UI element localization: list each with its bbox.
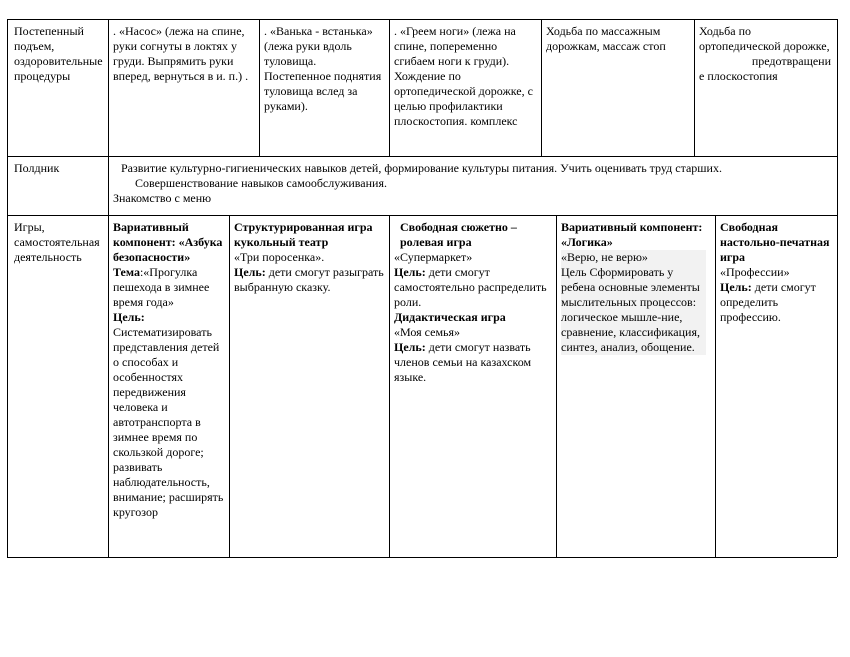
goal-label: Цель: (394, 340, 426, 354)
row-divider-2 (7, 215, 837, 216)
row3-cell-roleplay (390, 218, 555, 387)
goal-label: Цель: (720, 280, 752, 294)
cell-text: . «Насос» (лежа на спине, руки согнуты в локтях у груди. Выпрямить руки вперед, вернуться в и. п.) . (113, 24, 249, 83)
cell-text: Совершенствование навыков самообслуживания. (135, 176, 387, 190)
goal-label: Цель: (113, 310, 145, 324)
cell-text: Развитие культурно-гигиенических навыков детей, формирование культуры питания. Учить оценивать труд старших. (121, 161, 722, 175)
cell-text: . «Греем ноги» (лежа на спине, попеременно сгибаем ноги к груди). Хождение по ортопедической дорожке, с целью профилактики плоскостопия. комплекс (394, 24, 533, 128)
row3-cell-professions (716, 218, 836, 327)
row3-cell-logic (557, 218, 714, 357)
row-label-text: Игры, самостоятельная деятельность (14, 220, 100, 264)
goal-label: Цель: (394, 265, 426, 279)
game-title: Свободная сюжетно – ролевая игра (400, 220, 517, 249)
game-title: Свободная настольно-печатная игра (720, 220, 830, 264)
goal-label: Цель: (234, 265, 266, 279)
table-border-right (837, 19, 838, 557)
row1-cell-ortho (695, 22, 835, 86)
game-subtitle: «Супермаркет» (394, 250, 473, 264)
row3-cell-safety (109, 218, 228, 522)
row1-cell-nasos (109, 22, 258, 86)
topic-text: :«Прогулка пешехода в зимнее время года» (113, 265, 210, 309)
goal-text: дети смогут определить профессию. (720, 280, 816, 324)
row1-cell-massage (542, 22, 692, 56)
game-title: Дидактическая игра (394, 310, 506, 324)
game-title: Вариативный компонент: «Азбука безопасности» (113, 220, 223, 264)
game-subtitle: «Верю, не верю» (561, 250, 648, 264)
highlighted-block (561, 250, 706, 355)
cell-text: Знакомство с меню (113, 191, 212, 205)
row1-cell-greem (390, 22, 540, 131)
game-title: Структурированная игра кукольный театр (234, 220, 373, 249)
row-divider-1 (7, 156, 837, 157)
table-border-bottom (7, 557, 837, 558)
row2-label (10, 159, 106, 178)
goal-text: дети смогут разыграть выбранную сказку. (234, 265, 384, 294)
game-subtitle: «Моя семья» (394, 325, 461, 339)
cell-text: . «Ванька - встанька» (лежа руки вдоль туловища. Постепенное поднятия туловища вслед за руками). (264, 24, 382, 113)
table-border-left (7, 19, 8, 557)
row3-label (10, 218, 106, 267)
game-title: Вариативный компонент: «Логика» (561, 220, 703, 249)
goal-text: Систематизировать представления детей о способах и особенностях передвижения человека и автотранспорта в зимнее время по скользкой дороге; развивать наблюдательность, внимание; расширять кругозор (113, 325, 224, 519)
goal-text: Цель Сформировать у ребена основные элементы мыслительных процессов: логическое мышле-ние, сравнение, классификация, синтез, анализ, обощение. (561, 265, 700, 354)
cell-text: Ходьба по массажным дорожкам, массаж стоп (546, 24, 666, 53)
row1-label (10, 22, 106, 86)
row3-cell-theatre (230, 218, 388, 297)
row-label-text: Полдник (14, 161, 60, 175)
cell-text: предотвращени (751, 54, 831, 68)
game-subtitle: «Три поросенка». (234, 250, 325, 264)
cell-text: е плоскостопия (699, 69, 778, 83)
cell-text: Ходьба по ортопедической дорожке, (699, 24, 830, 53)
topic-label: Тема (113, 265, 140, 279)
game-subtitle: «Профессии» (720, 265, 790, 279)
goal-text: дети смогут самостоятельно распределить роли. (394, 265, 547, 309)
table-border-top (7, 19, 837, 20)
row2-content (109, 159, 835, 208)
row1-cell-vanka (260, 22, 388, 116)
goal-text: дети смогут назвать членов семьи на казахском языке. (394, 340, 532, 384)
row-label-text: Постепенный подъем, оздоровительные процедуры (14, 24, 103, 83)
